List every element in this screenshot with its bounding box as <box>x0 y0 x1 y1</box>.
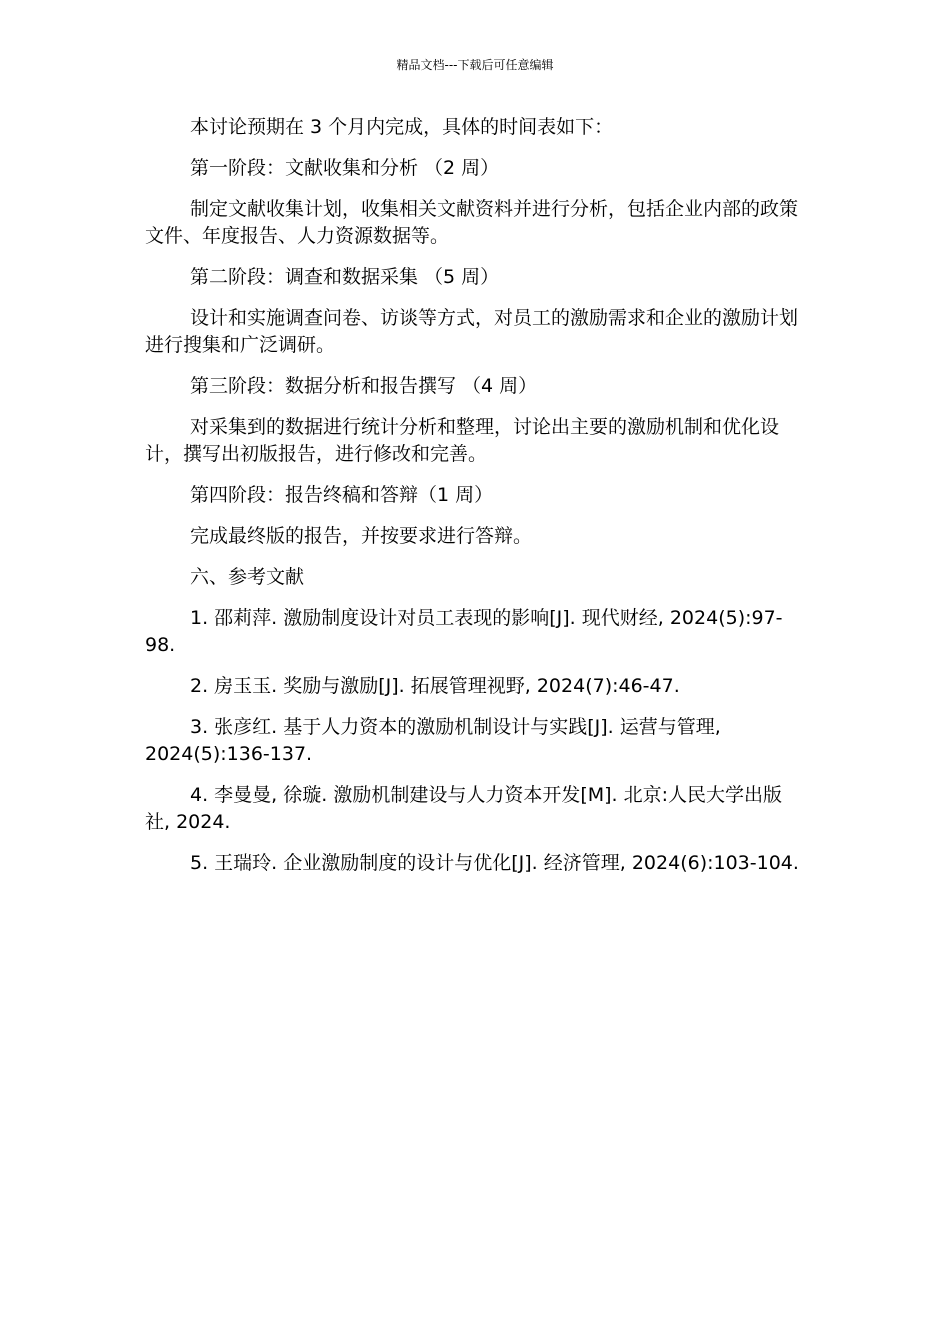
paragraph-phase-4-title: 第四阶段：报告终稿和答辩（1 周） <box>190 484 494 506</box>
paragraph-phase-2-body: 设计和实施调查问卷、访谈等方式，对员工的激励需求和企业的激励计划进行搜集和广泛调研。 <box>145 307 799 356</box>
reference-item-1: 1. 邵莉萍. 激励制度设计对员工表现的影响[J]. 现代财经, 2024(5):97-98. <box>145 607 783 656</box>
document-body <box>145 114 800 891</box>
paragraph-phase-3-title: 第三阶段：数据分析和报告撰写 （4 周） <box>190 375 538 397</box>
paragraph-phase-2-title: 第二阶段：调查和数据采集 （5 周） <box>190 266 500 288</box>
page-header: 精品文档---下载后可任意编辑 <box>396 58 554 72</box>
paragraph-phase-4-body: 完成最终版的报告，并按要求进行答辩。 <box>190 525 533 547</box>
reference-item-3: 3. 张彦红. 基于人力资本的激励机制设计与实践[J]. 运营与管理, 2024(5):136-137. <box>145 716 721 765</box>
reference-item-4: 4. 李曼曼, 徐璇. 激励机制建设与人力资本开发[M]. 北京:人民大学出版社, 2024. <box>145 784 783 833</box>
paragraph-phase-1-body: 制定文献收集计划，收集相关文献资料并进行分析，包括企业内部的政策文件、年度报告、人力资源数据等。 <box>145 198 799 247</box>
paragraph-phase-3-body: 对采集到的数据进行统计分析和整理，讨论出主要的激励机制和优化设计，撰写出初版报告，进行修改和完善。 <box>145 416 780 465</box>
section-heading-references: 六、参考文献 <box>190 566 305 588</box>
paragraph-schedule-intro: 本讨论预期在 3 个月内完成，具体的时间表如下： <box>190 116 614 138</box>
paragraph-phase-1-title: 第一阶段：文献收集和分析 （2 周） <box>190 157 500 179</box>
reference-item-2: 2. 房玉玉. 奖励与激励[J]. 拓展管理视野, 2024(7):46-47. <box>190 675 680 697</box>
reference-item-5: 5. 王瑞玲. 企业激励制度的设计与优化[J]. 经济管理, 2024(6):103-104. <box>190 852 799 874</box>
